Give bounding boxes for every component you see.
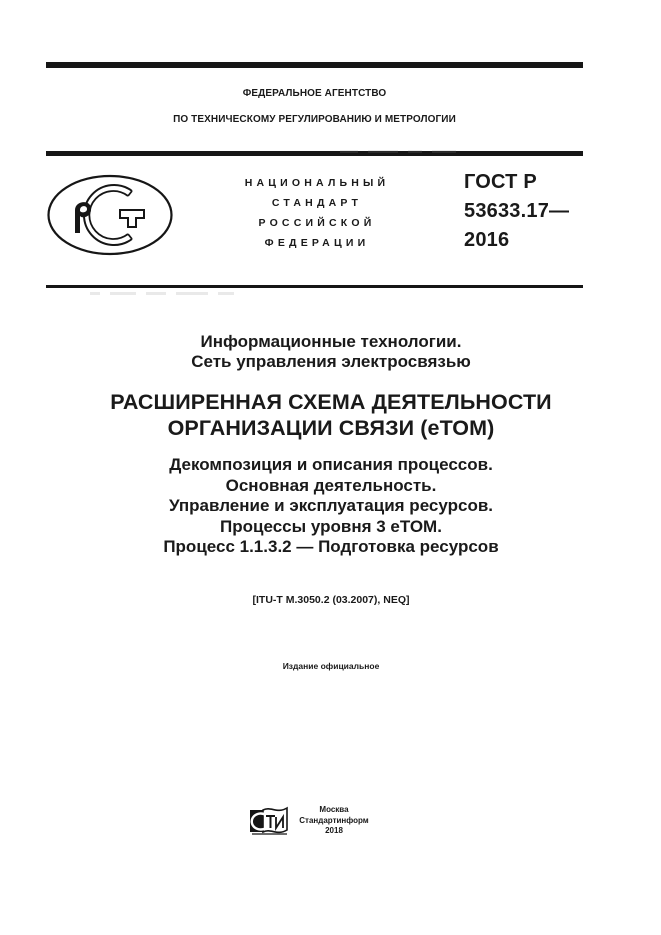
designation-line: ГОСТ Р — [464, 171, 537, 193]
designation-line: 53633.17— — [464, 200, 570, 222]
bleed-through-artifact — [340, 150, 480, 154]
standard-designation — [464, 168, 569, 255]
agency-name-line2: ПО ТЕХНИЧЕСКОМУ РЕГУЛИРОВАНИЮ И МЕТРОЛОГИИ — [173, 114, 456, 125]
publisher-name: Стандартинформ — [299, 815, 369, 825]
publisher-city: Москва — [319, 805, 349, 814]
standard-type-line: НАЦИОНАЛЬНЫЙ — [244, 177, 390, 189]
edition-note: Издание официальное — [282, 661, 380, 671]
gost-r-logo-icon — [46, 173, 174, 257]
header-bottom-rule — [46, 285, 583, 288]
document-title — [46, 389, 616, 441]
publisher-block — [286, 805, 382, 837]
detail-line: Управление и эксплуатация ресурсов. — [168, 496, 494, 515]
detail-line: Процесс 1.1.3.2 — Подготовка ресурсов — [163, 537, 499, 556]
standard-type-line: СТАНДАРТ — [271, 197, 363, 209]
standard-type-line: РОССИЙСКОЙ — [258, 217, 376, 229]
top-rule — [46, 62, 583, 68]
title-line: РАСШИРЕННАЯ СХЕМА ДЕЯТЕЛЬНОСТИ — [110, 390, 552, 414]
publication-year: 2018 — [325, 826, 343, 835]
title-line: ОРГАНИЗАЦИИ СВЯЗИ (еТОМ) — [167, 416, 495, 440]
document-subtitle — [46, 332, 616, 372]
designation-line: 2016 — [464, 229, 510, 251]
standard-type-line: ФЕДЕРАЦИИ — [264, 237, 370, 249]
subtitle-line: Информационные технологии. — [200, 332, 462, 351]
header-rule — [46, 151, 583, 156]
document-detail-title — [46, 455, 616, 558]
international-reference: [ITU-T M.3050.2 (03.2007), NEQ] — [252, 594, 410, 606]
standard-type — [222, 173, 412, 253]
agency-name-line1: ФЕДЕРАЛЬНОЕ АГЕНТСТВО — [242, 88, 387, 99]
standartinform-logo-icon — [247, 804, 289, 836]
bleed-through-artifact — [90, 292, 290, 296]
detail-line: Основная деятельность. — [225, 475, 437, 495]
subtitle-line: Сеть управления электросвязью — [191, 352, 471, 371]
detail-line: Процессы уровня 3 еТОМ. — [220, 516, 442, 536]
detail-line: Декомпозиция и описания процессов. — [169, 455, 493, 474]
